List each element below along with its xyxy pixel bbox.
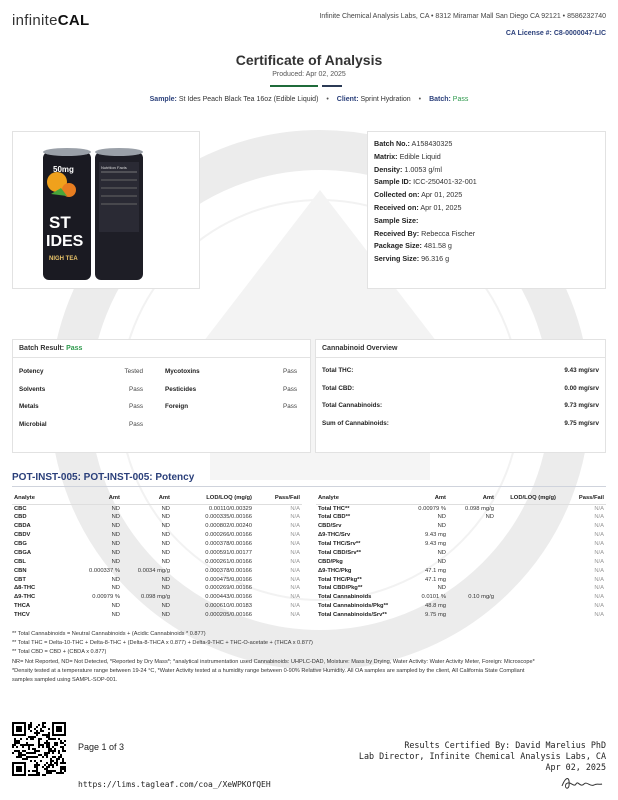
table-row xyxy=(316,504,606,513)
batch-test-name: Solvents xyxy=(19,386,46,393)
table-cell: 0.098 mg/g xyxy=(140,594,170,601)
table-cell: ND xyxy=(161,603,170,610)
table-row xyxy=(316,548,606,557)
table-cell: CBGA xyxy=(14,549,32,556)
signature-image xyxy=(560,774,604,792)
table-row xyxy=(316,513,606,522)
can-brand-line2: IDES xyxy=(46,233,84,250)
table-cell: CBDV xyxy=(14,532,31,539)
potency-column-header: Analyte xyxy=(316,493,400,504)
table-cell: 0.0101 % xyxy=(421,594,446,601)
table-cell xyxy=(496,522,558,531)
table-cell: ND xyxy=(111,612,120,619)
table-cell xyxy=(448,522,496,531)
cannabinoid-overview-row: Total CBD: 0.00 mg/srv xyxy=(322,385,599,392)
footnote-line: ** Total Cannabinoids = Neutral Cannabinoids + (Acidic Cannabinoids * 0.877) xyxy=(12,631,206,637)
table-cell: Total Cannabinoids/Pkg** xyxy=(318,603,389,610)
sample-info-row: Sample Size: xyxy=(374,215,419,225)
table-row xyxy=(316,531,606,540)
table-cell xyxy=(448,611,496,620)
table-cell: N/A xyxy=(594,612,604,619)
table-cell: 0.00979 % xyxy=(418,505,446,512)
certification-block xyxy=(359,740,606,773)
table-cell: Δ9-THC xyxy=(14,594,36,601)
cannabinoid-overview-row: Total Cannabinoids: 9.73 mg/srv xyxy=(322,402,599,409)
sample-info-row: Received on: Apr 01, 2025 xyxy=(374,202,462,212)
certified-by: Results Certified By: David Marelius PhD xyxy=(404,740,606,750)
table-cell: 0.00110/0.00329 xyxy=(208,505,252,512)
license-number: CA License #: C8-0000047-LIC xyxy=(505,30,606,37)
table-cell: N/A xyxy=(290,603,300,610)
product-photo xyxy=(12,131,200,289)
table-cell: 47.1 mg xyxy=(425,567,446,574)
potency-section-title: POT-INST-005: POT-INST-005: Potency xyxy=(12,472,195,483)
table-cell: 0.000269/0.00166 xyxy=(205,585,252,592)
can-badge: 50mg xyxy=(53,165,74,174)
batch-result-panel xyxy=(12,339,311,453)
table-cell: ND xyxy=(437,585,446,592)
potency-table-left xyxy=(12,493,302,620)
table-row xyxy=(12,540,302,549)
table-cell: N/A xyxy=(290,567,300,574)
table-cell: Total THC/Srv** xyxy=(318,541,361,547)
batch-test-status: Pass xyxy=(283,368,297,375)
batch-test-status: Pass xyxy=(283,386,297,393)
table-cell: CBG xyxy=(14,541,27,547)
table-row xyxy=(12,504,302,513)
table-cell: N/A xyxy=(290,514,300,521)
table-cell: N/A xyxy=(290,549,300,556)
table-cell xyxy=(496,602,558,611)
table-cell: CBN xyxy=(14,567,27,574)
table-row xyxy=(316,557,606,566)
lab-director: Lab Director, Infinite Chemical Analysis Labs, CA xyxy=(358,751,606,761)
table-cell: Δ9-THC/Srv xyxy=(318,532,351,539)
table-cell: Total Cannabinoids/Srv** xyxy=(318,612,387,619)
batch-test-name: Metals xyxy=(19,403,39,410)
table-cell: N/A xyxy=(290,532,300,539)
table-cell: ND xyxy=(161,514,170,521)
table-cell: CBD/Pkg xyxy=(318,558,343,565)
table-cell: N/A xyxy=(594,514,604,521)
table-cell: Total Cannabinoids xyxy=(318,594,372,601)
product-cans-image xyxy=(13,132,201,290)
table-cell: ND xyxy=(111,532,120,539)
batch-test-name: Mycotoxins xyxy=(165,368,200,375)
table-cell: ND xyxy=(111,514,120,521)
table-cell: Total THC** xyxy=(318,505,350,512)
table-row xyxy=(12,557,302,566)
potency-divider xyxy=(12,486,606,487)
potency-column-header: Pass/Fail xyxy=(558,493,606,504)
table-cell: ND xyxy=(485,514,494,521)
cannabinoid-overview-panel xyxy=(315,339,606,453)
table-cell: CBDA xyxy=(14,523,31,530)
table-row xyxy=(316,584,606,593)
footnote-line: ** Total THC = Delta-10-THC + Delta-8-THC + (Delta-8-THCA x 0.877) + Delta-9-THC + THC-O-acetate + (THCA x 0.877) xyxy=(12,640,313,647)
table-cell: N/A xyxy=(290,523,300,530)
table-cell: ND xyxy=(111,576,120,583)
title-underline-dark xyxy=(322,85,342,87)
potency-column-header: Pass/Fail xyxy=(254,493,302,504)
sample-info-row: Sample ID: ICC-250401-32-001 xyxy=(374,177,477,187)
table-cell: 0.000443/0.00166 xyxy=(205,594,252,601)
table-cell xyxy=(496,548,558,557)
batch-result-heading: Batch Result: Pass xyxy=(13,340,310,358)
table-row xyxy=(12,611,302,620)
table-cell: ND xyxy=(161,576,170,583)
potency-column-header: Amt xyxy=(70,493,122,504)
table-row xyxy=(316,522,606,531)
table-cell: 9.43 mg xyxy=(425,532,446,539)
sample-info-row: Density: 1.0053 g/ml xyxy=(374,164,442,174)
table-cell: 0.000378/0.00166 xyxy=(205,541,252,547)
table-cell: N/A xyxy=(290,612,300,619)
sample-info-panel xyxy=(367,131,606,289)
potency-column-header: Amt xyxy=(448,493,496,504)
can-brand-line1: ST xyxy=(49,213,71,232)
batch-test-name: Pesticides xyxy=(165,386,197,393)
table-cell xyxy=(448,557,496,566)
title-underline-green xyxy=(270,85,318,87)
table-cell: ND xyxy=(437,514,446,521)
lab-address: Infinite Chemical Analysis Labs, CA • 8312 Miramar Mall San Diego CA 92121 • 8586232740 xyxy=(319,13,606,20)
cannabinoid-overview-heading: Cannabinoid Overview xyxy=(316,340,605,358)
table-cell: N/A xyxy=(594,505,604,512)
footnote-line: *Density tested at a temperature range between 19-24 °C, *Water Activity tested at a humidity range between 0-90% Relative Humidity. All OA samples are sampled by the client, All California State Compliant xyxy=(12,667,525,674)
table-cell: N/A xyxy=(290,576,300,583)
table-cell xyxy=(496,575,558,584)
coa-url-link[interactable]: https://lims.tagleaf.com/coa_/XeWPKOfQEH xyxy=(78,780,271,789)
footnote-line: samples sampled using SAMPL-SOP-001. xyxy=(12,677,118,684)
table-cell: ND xyxy=(161,505,170,512)
can-subtitle: NIGH TEA xyxy=(49,256,78,262)
table-cell: 47.1 mg xyxy=(425,576,446,583)
table-cell: 48.8 mg xyxy=(425,603,446,610)
table-cell: N/A xyxy=(290,505,300,512)
table-cell: N/A xyxy=(594,594,604,601)
table-cell: ND xyxy=(111,541,120,547)
table-cell: 0.000475/0.00166 xyxy=(205,576,252,583)
table-cell: N/A xyxy=(594,558,604,565)
batch-test-status: Pass xyxy=(283,403,297,410)
table-cell: ND xyxy=(161,558,170,565)
table-cell: 0.000378/0.00166 xyxy=(205,567,252,574)
table-cell: N/A xyxy=(290,558,300,565)
potency-table-right xyxy=(316,493,606,620)
table-row xyxy=(316,593,606,602)
table-cell xyxy=(496,513,558,522)
table-cell xyxy=(496,584,558,593)
table-cell: N/A xyxy=(290,594,300,601)
table-row xyxy=(12,548,302,557)
table-cell: Total CBD** xyxy=(318,514,351,521)
sample-summary-line: Sample: St Ides Peach Black Tea 16oz (Edible Liquid) • Client: Sprint Hydration • Batch: Pass xyxy=(149,96,469,103)
sample-info-row: Package Size: 481.58 g xyxy=(374,241,452,251)
potency-column-header: Amt xyxy=(400,493,448,504)
table-cell: CBC xyxy=(14,505,27,512)
potency-column-header: Analyte xyxy=(12,493,70,504)
table-cell: Δ8-THC xyxy=(14,585,36,592)
table-cell: ND xyxy=(161,549,170,556)
sample-info-row: Received By: Rebecca Fischer xyxy=(374,228,476,238)
table-cell: ND xyxy=(111,505,120,512)
table-cell: Total CBD/Pkg** xyxy=(318,585,363,592)
table-cell xyxy=(496,566,558,575)
footnote-line: ** Total CBD = CBD + (CBDA x 0.877) xyxy=(12,649,107,656)
table-cell: ND xyxy=(161,532,170,539)
sample-info-row: Collected on: Apr 01, 2025 xyxy=(374,190,463,200)
table-row xyxy=(12,593,302,602)
table-cell: 0.000591/0.00177 xyxy=(205,549,252,556)
table-cell xyxy=(448,531,496,540)
table-cell: 0.000337 % xyxy=(89,567,120,574)
potency-column-header: LOD/LOQ (mg/g) xyxy=(496,493,558,504)
table-cell: 0.0034 mg/g xyxy=(137,567,170,574)
table-cell: N/A xyxy=(594,585,604,592)
cert-date: Apr 02, 2025 xyxy=(545,762,606,772)
table-cell xyxy=(448,540,496,549)
table-cell: ND xyxy=(161,612,170,619)
table-cell: N/A xyxy=(290,541,300,547)
footnote-line: NR= Not Reported, ND= Not Detected, *Reported by Dry Mass*; *analytical instrumentation used Cannabinoids: UHPLC-DAD, Moisture: Mass by Drying, Water Activity: Water Activity Meter, Foreign: Microscope* xyxy=(12,658,535,665)
sample-info-row: Serving Size: 96.316 g xyxy=(374,254,450,264)
table-cell xyxy=(496,540,558,549)
table-cell: ND xyxy=(111,558,120,565)
table-cell xyxy=(448,566,496,575)
table-cell: THCA xyxy=(14,603,31,610)
batch-test-name: Microbial xyxy=(19,421,47,428)
table-cell: ND xyxy=(437,523,446,530)
table-row xyxy=(316,602,606,611)
table-cell: ND xyxy=(437,558,446,565)
table-cell: ND xyxy=(161,523,170,530)
table-cell: ND xyxy=(111,603,120,610)
infinitecal-logo[interactable]: infiniteCAL xyxy=(12,12,90,29)
table-row xyxy=(12,584,302,593)
table-row xyxy=(316,540,606,549)
batch-test-name: Potency xyxy=(19,368,44,375)
potency-column-header: LOD/LOQ (mg/g) xyxy=(172,493,254,504)
table-row xyxy=(316,575,606,584)
table-cell: 9.43 mg xyxy=(425,541,446,547)
table-cell: CBD xyxy=(14,514,27,521)
batch-test-status: Pass xyxy=(129,386,143,393)
table-cell xyxy=(496,611,558,620)
cannabinoid-overview-row: Total THC: 9.43 mg/srv xyxy=(322,367,599,374)
table-cell xyxy=(496,557,558,566)
table-cell xyxy=(448,584,496,593)
table-cell: CBL xyxy=(14,558,26,565)
table-cell: 0.000802/0.00240 xyxy=(205,523,252,530)
table-cell: 0.098 mg/g xyxy=(464,505,494,512)
table-cell: THCV xyxy=(14,612,30,619)
batch-test-name: Foreign xyxy=(165,403,189,410)
table-row xyxy=(12,513,302,522)
table-row xyxy=(12,566,302,575)
table-cell: ND xyxy=(111,523,120,530)
page-number: Page 1 of 3 xyxy=(78,742,125,752)
table-cell: 0.000261/0.00166 xyxy=(205,558,252,565)
table-row xyxy=(12,522,302,531)
table-cell: N/A xyxy=(594,603,604,610)
table-cell: 0.000335/0.00166 xyxy=(205,514,252,521)
table-cell: 0.10 mg/g xyxy=(468,594,494,601)
table-cell: 9.75 mg xyxy=(425,612,446,619)
table-cell xyxy=(448,548,496,557)
qr-code-icon[interactable] xyxy=(12,722,66,776)
table-cell: N/A xyxy=(594,541,604,547)
sample-info-row: Batch No.: A158430325 xyxy=(374,139,453,148)
table-row xyxy=(12,602,302,611)
table-cell: 0.000205/0.00166 xyxy=(205,612,252,619)
table-cell xyxy=(496,504,558,513)
table-cell xyxy=(448,602,496,611)
table-cell: Total CBD/Srv** xyxy=(318,549,362,556)
produced-date: Produced: Apr 02, 2025 xyxy=(272,71,346,78)
table-cell: N/A xyxy=(594,576,604,583)
table-row xyxy=(316,566,606,575)
table-cell: 0.00979 % xyxy=(92,594,120,601)
cannabinoid-overview-row: Sum of Cannabinoids: 9.75 mg/srv xyxy=(322,420,599,427)
table-cell xyxy=(496,531,558,540)
batch-test-status: Pass xyxy=(129,421,143,428)
table-cell: N/A xyxy=(594,549,604,556)
table-cell xyxy=(448,575,496,584)
table-cell xyxy=(496,593,558,602)
table-row xyxy=(12,531,302,540)
table-cell: ND xyxy=(161,541,170,547)
footnotes xyxy=(12,630,606,685)
table-cell: N/A xyxy=(594,532,604,539)
table-cell: ND xyxy=(111,549,120,556)
table-cell: Total THC/Pkg** xyxy=(318,576,362,583)
batch-test-status: Pass xyxy=(129,403,143,410)
batch-test-status: Tested xyxy=(124,368,143,375)
table-cell: CBD/Srv xyxy=(318,523,342,530)
page-title: Certificate of Analysis xyxy=(235,52,383,68)
table-cell: Δ9-THC/Pkg xyxy=(318,567,352,574)
table-cell: 0.000610/0.00183 xyxy=(205,603,252,610)
potency-column-header: Amt xyxy=(122,493,172,504)
table-cell: CBT xyxy=(14,576,26,583)
table-cell: N/A xyxy=(594,523,604,530)
can-back-title: Nutrition Facts xyxy=(101,165,127,170)
table-cell: ND xyxy=(161,585,170,592)
table-cell: N/A xyxy=(290,585,300,592)
table-cell: ND xyxy=(437,549,446,556)
table-cell: 0.000266/0.00166 xyxy=(205,532,252,539)
table-row xyxy=(316,611,606,620)
table-cell: N/A xyxy=(594,567,604,574)
table-cell: ND xyxy=(111,585,120,592)
table-row xyxy=(12,575,302,584)
sample-info-row: Matrix: Edible Liquid xyxy=(374,151,441,161)
